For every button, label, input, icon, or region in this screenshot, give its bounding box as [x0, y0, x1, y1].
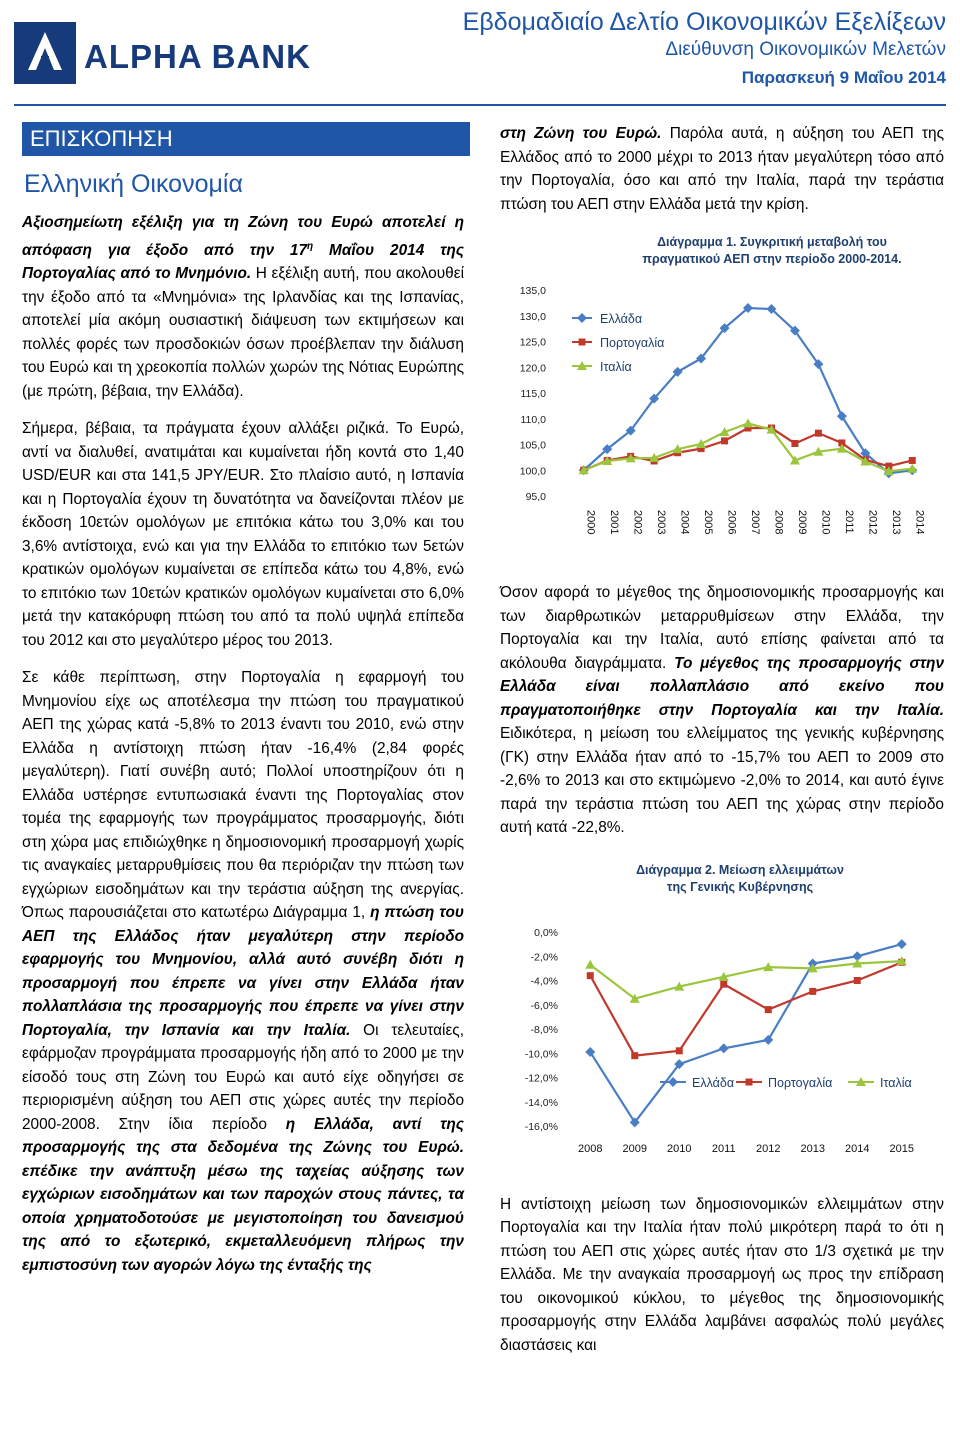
paragraph-gdp-comparison — [22, 666, 464, 1277]
lead-text: Αξιοσημείωτη εξέλιξη για τη Ζώνη του Ευρώ αποτελεί η απόφαση για έξοδο από την 17 — [22, 214, 464, 259]
y-tick-label: -6,0% — [530, 999, 558, 1012]
x-tick-label: 2000 — [584, 510, 597, 535]
x-tick-label: 2012 — [866, 510, 879, 535]
y-tick-label: -10,0% — [524, 1047, 558, 1060]
x-tick-label: 2012 — [756, 1142, 781, 1155]
paragraph-text: Παρόλα αυτά, η αύξηση του ΑΕΠ της Ελλάδος από το 2000 μέχρι το 2013 ήταν μεγαλύτερη τόσο από την Πορτογαλία, όσο και από την Ιταλία, παρά την τεράστια πτώση του ΑΕΠ στην Ελλάδα μετά την κρίση. — [500, 125, 944, 213]
x-tick-label: 2008 — [578, 1142, 603, 1155]
intro-body: Η εξέλιξη αυτή, που ακολουθεί την έξοδο από τα «Μνημόνια» της Ιρλανδίας και της Ισπανίας, αποτελεί μία ακόμη ουσιαστική διάψευση των εκτιμήσεων και πολλές φορές των προσδοκιών όσων προέβλεπαν την διάλυση του Ευρώ και τη χρεοκοπία πολλών χωρών της Νότιας Ευρώπης (με πρώτη, βέβαια, την Ελλάδα). — [22, 265, 464, 400]
x-tick-label: 2001 — [608, 510, 621, 535]
y-tick-label: 110,0 — [520, 413, 546, 426]
paragraph-text: Σε κάθε περίπτωση, στην Πορτογαλία η εφαρμογή του Μνημονίου είχε ως αποτέλεσμα την πτώση του πραγματικού ΑΕΠ της χώρας κατά -5,8% το 2013 έναντι του 2010, ενώ στην Ελλάδα η αντίστοιχη πτώση ήταν -16,4% (2,84 φορές μεγαλύτερη). Γιατί συνέβη αυτό; Πολλοί υποστηρίζουν ότι η Ελλάδα υστέρησε εντυπωσιακά έναντι της Πορτογαλίας στον τομέα της εφαρμογής των προγράμματος προσαρμογής, διότι στη χώρα μας επιδιώχθηκε η δημοσιονομική προσαρμογή χωρίς τις αναγκαίες μεταρρυθμίσεις που θα περιόριζαν την πτώση των εγχώριων εισοδημάτων και την τεράστια αύξηση της ανεργίας. Όπως παρουσιάζεται στο κατωτέρω Διάγραμμα 1, — [22, 669, 464, 922]
section-title: ΕΠΙΣΚΟΠΗΣΗ — [22, 122, 470, 156]
alpha-bank-emblem-icon — [14, 22, 76, 84]
x-tick-label: 2004 — [678, 510, 691, 535]
y-tick-label: -16,0% — [524, 1120, 558, 1133]
x-tick-label: 2003 — [655, 510, 668, 535]
y-tick-label: 130,0 — [519, 310, 546, 323]
y-tick-label: 95,0 — [525, 491, 546, 503]
y-tick-label: 0,0% — [534, 926, 558, 939]
legend-label: Ιταλία — [880, 1075, 912, 1090]
x-tick-label: 2009 — [795, 510, 808, 535]
left-column — [22, 122, 464, 1277]
paragraph-currency: Σήμερα, βέβαια, τα πράγματα έχουν αλλάξει ριζικά. Το Ευρώ, αντί να διαλυθεί, ανατιμάται και κυμαίνεται ήδη κοντά στο 1,40 USD/EUR και στα 141,5 JPY/EUR. Στο πλαίσιο αυτό, η Ισπανία και η Πορτογαλία έχουν τη δυνατότητα να δανείζονται πλέον με έκδοση 10ετών ομολόγων με επιτόκια κάτω του 3,0% και του 3,6% αντίστοιχα, ενώ και για την Ελλάδα το επιτόκιο των 5ετών κρατικών ομολόγων κυμαίνεται σε επίπεδα κάτω του 4,8%, ενώ το επιτόκιο των 10ετών κρατικών ομολόγων κυμαίνεται στο 6,0% μετά την κατακόρυφη πτώση του από τα πολύ υψηλά επίπεδα του 2012 και στο μεγαλύτερο μέρος του 2013. — [22, 420, 464, 649]
data-point — [719, 1043, 729, 1053]
x-tick-label: 2010 — [667, 1142, 692, 1155]
legend-label: Ελλάδα — [692, 1075, 735, 1090]
chart-1 — [500, 230, 944, 575]
paragraph-text: Ειδικότερα, η μείωση του ελλείμματος της γενικής κυβέρνησης (ΓΚ) στην Ελλάδα ήταν από το -15,7% του ΑΕΠ το 2009 στο -2,6% το 2013 και στο εκτιμώμενο -2,0% το 2014, και αυτό έγινε παρά την τεράστια πτώση του ΑΕΠ της χώρας στην περίοδο αυτή κατά -22,8%. — [500, 725, 944, 836]
x-tick-label: 2013 — [800, 1142, 825, 1155]
x-tick-label: 2005 — [702, 510, 715, 535]
x-tick-label: 2014 — [845, 1142, 870, 1155]
data-point — [909, 457, 916, 464]
legend-label: Πορτογαλία — [600, 336, 665, 350]
lead-superscript: η — [307, 240, 314, 252]
paragraph-gdp-growth — [500, 122, 944, 216]
right-column — [500, 122, 944, 1357]
chart-2-title-line: Διάγραμμα 2. Μείωση ελλειμμάτων — [636, 862, 844, 877]
data-point — [791, 440, 798, 447]
y-tick-label: -8,0% — [530, 1023, 558, 1036]
chart-2 — [500, 850, 944, 1177]
data-point — [763, 1034, 773, 1044]
data-point — [587, 972, 594, 979]
data-point — [809, 987, 816, 994]
paragraph-text: Οι τελευταίες, εφάρμοζαν προγράμματα προσαρμογής ήδη από το 2000 με την είσοδό τους στη Ζώνη του Ευρώ και αυτό είχε οδηγήσει σε περιορισμένη αύξηση του ΑΕΠ στις χώρες αυτές την περίοδο 2000-2008. Στην ίδια περίοδο — [22, 1021, 464, 1133]
x-tick-label: 2009 — [622, 1142, 647, 1155]
lead-text-end: Μαΐου 2014 της Πορτογαλίας από το Μνημόνιο. — [22, 241, 464, 283]
data-point — [696, 439, 706, 448]
x-tick-label: 2006 — [725, 510, 738, 535]
y-tick-label: 125,0 — [519, 336, 546, 349]
alpha-bank-logo — [14, 18, 314, 90]
paragraph-fiscal-adjustment — [500, 581, 944, 840]
legend-label: Ιταλία — [600, 360, 632, 374]
data-point — [854, 977, 861, 984]
chart-1-svg — [500, 230, 944, 570]
chart-2-title-line: της Γενικής Κυβέρνησης — [666, 879, 814, 894]
emphasis-text: η Ελλάδα, αντί της προσαρμογής της στα δεδομένα της Ζώνης του Ευρώ. επέδικε την ανάπτυξη μέσω της ταχείας αύξησης των εγχώριων εισοδημάτων και των παροχών στους πάντες, τα οποία χρηματοδοτούσε με μεγιστοποίηση του δανεισμού της από το εξωτερικό, εκμεταλλευόμενη πλήρως την εμπιστοσύνη των αγορών λόγω της ένταξής της — [22, 1115, 464, 1274]
data-point — [743, 418, 753, 427]
emphasis-text: Το μέγεθος της προσαρμογής στην Ελλάδα είναι πολλαπλάσιο από εκείνο που πραγματοποιήθηκε στην Πορτογαλία και την Ιταλία. — [500, 654, 944, 719]
x-tick-label: 2008 — [772, 510, 785, 535]
y-tick-label: -12,0% — [524, 1072, 558, 1084]
y-tick-label: 135,0 — [519, 285, 546, 297]
data-point — [765, 1006, 772, 1013]
chart-1-title-line: Διάγραμμα 1. Συγκριτική μεταβολή του — [657, 235, 887, 249]
series-line-0 — [584, 308, 913, 473]
legend-marker — [577, 313, 587, 323]
x-tick-label: 2011 — [711, 1142, 736, 1155]
x-tick-label: 2011 — [842, 510, 855, 534]
data-point — [720, 980, 727, 987]
bulletin-title: Εβδομαδιαίο Δελτίο Οικονομικών Εξελίξεων — [462, 8, 946, 36]
header-rule — [14, 104, 946, 106]
emphasis-text: στη Ζώνη του Ευρώ. — [500, 125, 662, 142]
emphasis-text: η πτώση του ΑΕΠ της Ελλάδος ήταν μεγαλύτερη στην περίοδο εφαρμογής του Μνημονίου, αλλά αυτό συνέβη διότι η προσαρμογή που έπρεπε να γίνει στην Ελλάδα ήταν πολλαπλάσια της προσαρμογής που έπρεπε να γίνει στην Πορτογαλία, την Ισπανία και την Ιταλία. — [22, 904, 465, 1039]
department-name: Διεύθυνση Οικονομικών Μελετών — [665, 39, 946, 60]
data-point — [897, 939, 907, 949]
x-tick-label: 2007 — [749, 510, 761, 535]
x-tick-label: 2010 — [819, 510, 832, 535]
legend-marker — [746, 1078, 753, 1085]
legend-label: Ελλάδα — [600, 312, 643, 326]
issue-date: Παρασκευή 9 Μαΐου 2014 — [741, 68, 946, 87]
x-tick-label: 2015 — [889, 1142, 914, 1155]
data-point — [721, 437, 728, 444]
y-tick-label: 105,0 — [519, 439, 546, 452]
data-point — [585, 959, 595, 968]
chart-2-svg — [500, 850, 944, 1172]
brand-name: ALPHA BANK — [84, 38, 311, 75]
x-tick-label: 2002 — [631, 510, 644, 535]
x-tick-label: 2013 — [889, 510, 902, 535]
legend-label: Πορτογαλία — [768, 1075, 833, 1090]
data-point — [815, 430, 822, 437]
paragraph-deficit-reduction: Η αντίστοιχη μείωση των δημοσιονομικών ελλειμμάτων στην Πορτογαλία και την Ιταλία ήταν πολύ μικρότερη παρά το ότι η πτώση του ΑΕΠ στις χώρες αυτές ήταν στο 1/3 σχετικά με την Ελλάδα. Με την αναγκαία προσαρμογή ως προς την επίδραση του οικονομικού κύκλου, το μέγεθος της δημοσιονομικής προσαρμογής στην Ελλάδα λαμβάνει ασφαλώς πολύ μεγάλες διαστάσεις και — [500, 1195, 944, 1354]
chart-1-title-line: πραγματικού ΑΕΠ στην περίοδο 2000-2014. — [642, 252, 902, 266]
section-heading: Ελληνική Οικονομία — [24, 170, 243, 198]
series-line-0 — [590, 944, 902, 1122]
data-point — [631, 1052, 638, 1059]
y-tick-label: -14,0% — [524, 1096, 558, 1109]
y-tick-label: -4,0% — [530, 975, 558, 987]
paragraph-text: Όσον αφορά το μέγεθος της δημοσιονομικής προσαρμογής και των διαρθρωτικών μεταρρυθμίσεων στην Ελλάδα, την Πορτογαλία και την Ιταλία, αυτό επίσης φαίνεται από τα ακόλουθα διαγράμματα. — [500, 584, 944, 672]
x-tick-label: 2014 — [913, 510, 926, 535]
series-line-1 — [590, 962, 902, 1055]
intro-paragraph — [22, 211, 464, 403]
y-tick-label: 115,0 — [520, 388, 546, 400]
y-tick-label: -2,0% — [530, 950, 558, 963]
y-tick-label: 100,0 — [519, 465, 546, 478]
legend-marker — [579, 339, 586, 346]
y-tick-label: 120,0 — [519, 362, 546, 375]
data-point — [676, 1047, 683, 1054]
page-header — [0, 0, 960, 100]
